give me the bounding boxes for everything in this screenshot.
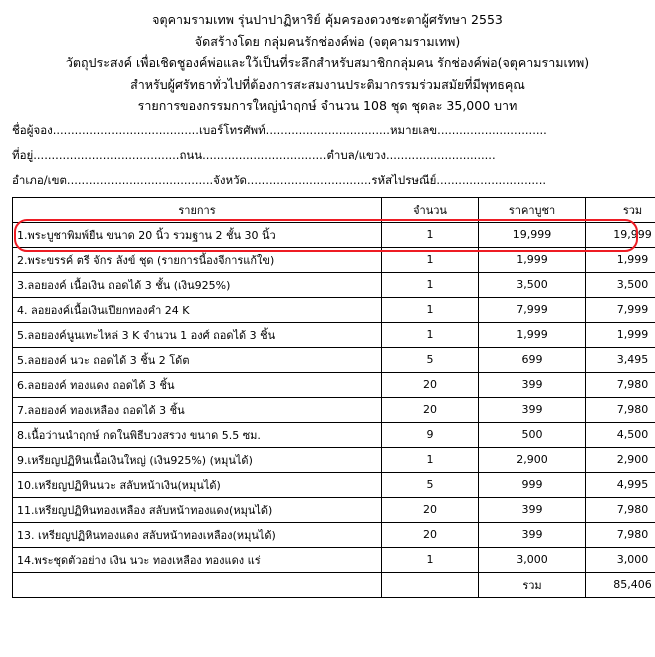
cell-quantity: 20 [382, 397, 479, 422]
cell-total: 3,000 [586, 547, 655, 572]
cell-quantity: 20 [382, 497, 479, 522]
cell-quantity: 1 [382, 247, 479, 272]
column-header-quantity: จำนวน [382, 197, 479, 222]
cell-price: 3,500 [479, 272, 586, 297]
form-row-district [12, 172, 643, 190]
fill-line-2c[interactable]: .............................. [385, 147, 496, 162]
cell-quantity: 20 [382, 522, 479, 547]
cell-price: 399 [479, 397, 586, 422]
label-phone: เบอร์โทรศัพท์ [198, 122, 266, 137]
table-summary-row [13, 572, 655, 597]
document-header [12, 14, 643, 113]
table-row [13, 247, 655, 272]
fill-line-1c[interactable]: .............................. [437, 122, 547, 137]
cell-total: 3,495 [586, 347, 655, 372]
header-line-3: วัตถุประสงค์ เพื่อเชิดชูองค์พ่อและใว้เป็นที่ระลึกสำหรับสมาชิกกลุ่มคน รักช่องค์พ่อ(จตุคามรามเทพ) [65, 55, 590, 70]
table-row [13, 372, 655, 397]
items-table [12, 197, 655, 598]
cell-quantity: 20 [382, 372, 479, 397]
label-postcode: รหัสไปรษณีย์ [371, 172, 437, 187]
table-row [13, 297, 655, 322]
fill-line-3c[interactable]: .............................. [436, 172, 547, 187]
label-subdistrict: ตำบล/แขวง [326, 147, 386, 162]
cell-price: 3,000 [479, 547, 586, 572]
cell-total: 19,999 [586, 222, 655, 247]
cell-total: 2,900 [586, 447, 655, 472]
cell-price: 19,999 [479, 222, 586, 247]
label-district: อำเภอ/เขต [12, 172, 67, 187]
cell-quantity: 1 [382, 222, 479, 247]
summary-blank-qty [382, 572, 479, 597]
cell-description: 6.ลอยองค์ ทองแดง ถอดได้ 3 ชิ้น [13, 372, 382, 397]
table-row [13, 422, 655, 447]
items-table-body [13, 222, 655, 572]
cell-total: 3,500 [586, 272, 655, 297]
cell-description: 10.เหรียญปฏิหินนวะ สลับหน้าเงิน(หมุนได้) [13, 472, 382, 497]
fill-line-1a[interactable]: ........................................ [52, 122, 199, 137]
cell-price: 7,999 [479, 297, 586, 322]
label-booker-name: ชื่อผู้จอง [12, 122, 53, 137]
cell-description: 8.เนื้อว่านนำฤกษ์ กดในพิธีบวงสรวง ขนาด 5.5 ซม. [13, 422, 382, 447]
cell-description: 4. ลอยองค์เนื้อเงินเปียกทองคำ 24 K [13, 297, 382, 322]
cell-description: 11.เหรียญปฏิหินทองเหลือง สลับหน้าทองแดง(หมุนได้) [13, 497, 382, 522]
cell-price: 999 [479, 472, 586, 497]
summary-total: 85,406 [586, 572, 655, 597]
cell-price: 399 [479, 497, 586, 522]
table-row [13, 397, 655, 422]
cell-price: 2,900 [479, 447, 586, 472]
cell-total: 7,999 [586, 297, 655, 322]
cell-total: 1,999 [586, 322, 655, 347]
cell-price: 399 [479, 372, 586, 397]
table-row [13, 447, 655, 472]
label-number: หมายเลข [389, 122, 438, 137]
table-header-row [13, 197, 655, 222]
cell-total: 4,500 [586, 422, 655, 447]
cell-description: 7.ลอยองค์ ทองเหลือง ถอดได้ 3 ชิ้น [13, 397, 382, 422]
cell-price: 699 [479, 347, 586, 372]
cell-total: 7,980 [586, 372, 655, 397]
cell-quantity: 5 [382, 472, 479, 497]
cell-quantity: 5 [382, 347, 479, 372]
header-line-5: รายการของกรรมการใหญ่นำฤกษ์ จำนวน 108 ชุด ชุดละ 35,000 บาท [137, 98, 518, 113]
table-row [13, 222, 655, 247]
column-header-total: รวม [586, 197, 655, 222]
fill-line-2a[interactable]: ........................................ [33, 147, 180, 162]
cell-description: 9.เหรียญปฏิหินเนื้อเงินใหญ่ (เงิน925%) (หมุนได้) [13, 447, 382, 472]
summary-blank-cell [13, 572, 382, 597]
column-header-description: รายการ [13, 197, 382, 222]
cell-price: 1,999 [479, 322, 586, 347]
header-line-2: จัดสร้างโดย กลุ่มคนรักช่องค์พ่อ (จตุคามรามเทพ) [194, 33, 461, 49]
cell-quantity: 9 [382, 422, 479, 447]
order-form-fields [12, 122, 643, 190]
fill-line-3b[interactable]: .................................. [247, 172, 372, 187]
table-row [13, 472, 655, 497]
items-table-head [13, 197, 655, 222]
cell-quantity: 1 [382, 322, 479, 347]
column-header-price: ราคาบูชา [479, 197, 586, 222]
header-line-4: สำหรับผู้ศรัทธาทั่วไปที่ต้องการสะสมงานประติมากรรมร่วมสมัยที่มีพุทธคุณ [130, 76, 525, 92]
summary-label: รวม [479, 572, 586, 597]
form-row-name [12, 122, 643, 140]
cell-price: 399 [479, 522, 586, 547]
cell-quantity: 1 [382, 547, 479, 572]
cell-description: 1.พระบูชาพิมพ์ยืน ขนาด 20 นิ้ว รวมฐาน 2 ชั้น 30 นิ้ว [13, 222, 382, 247]
cell-price: 1,999 [479, 247, 586, 272]
fill-line-1b[interactable]: .................................. [265, 122, 390, 137]
cell-description: 3.ลอยองค์ เนื้อเงิน ถอดได้ 3 ชั้น (เงิน925%) [13, 272, 382, 297]
cell-quantity: 1 [382, 447, 479, 472]
cell-quantity: 1 [382, 297, 479, 322]
table-row [13, 522, 655, 547]
cell-total: 1,999 [586, 247, 655, 272]
header-line-1: จตุคามรามเทพ รุ่นปาปาฏิหาริย์ คุ้มครองดวงชะตาผู้ศรัทษา 2553 [152, 12, 503, 27]
label-province: จังหวัด [213, 172, 248, 187]
table-row [13, 497, 655, 522]
cell-description: 5.ลอยองค์นูนเทะไหล่ 3 K จำนวน 1 องศ์ ถอดได้ 3 ชิ้น [13, 322, 382, 347]
table-row [13, 547, 655, 572]
cell-price: 500 [479, 422, 586, 447]
cell-total: 7,980 [586, 522, 655, 547]
cell-quantity: 1 [382, 272, 479, 297]
label-address: ที่อยู่ [12, 147, 34, 162]
cell-description: 13. เหรียญปฏิหินทองแดง สลับหน้าทองเหลือง(หมุนได้) [13, 522, 382, 547]
cell-total: 7,980 [586, 397, 655, 422]
form-row-address [12, 147, 643, 165]
cell-description: 5.ลอยองค์ นวะ ถอดได้ 3 ชิ้น 2 โด้ต [13, 347, 382, 372]
table-row [13, 347, 655, 372]
cell-description: 14.พระชุดตัวอย่าง เงิน นวะ ทองเหลือง ทองแดง แร่ [13, 547, 382, 572]
fill-line-2b[interactable]: .................................. [202, 147, 327, 162]
cell-total: 7,980 [586, 497, 655, 522]
table-row [13, 272, 655, 297]
cell-total: 4,995 [586, 472, 655, 497]
cell-description: 2.พระขรรค์ ตรี จักร ลังข์ ชุด (รายการนี้องจีการแก้ใข) [13, 247, 382, 272]
fill-line-3a[interactable]: ........................................ [66, 172, 214, 187]
items-table-foot [13, 572, 655, 597]
label-street: ถนน [179, 147, 203, 162]
table-row [13, 322, 655, 347]
